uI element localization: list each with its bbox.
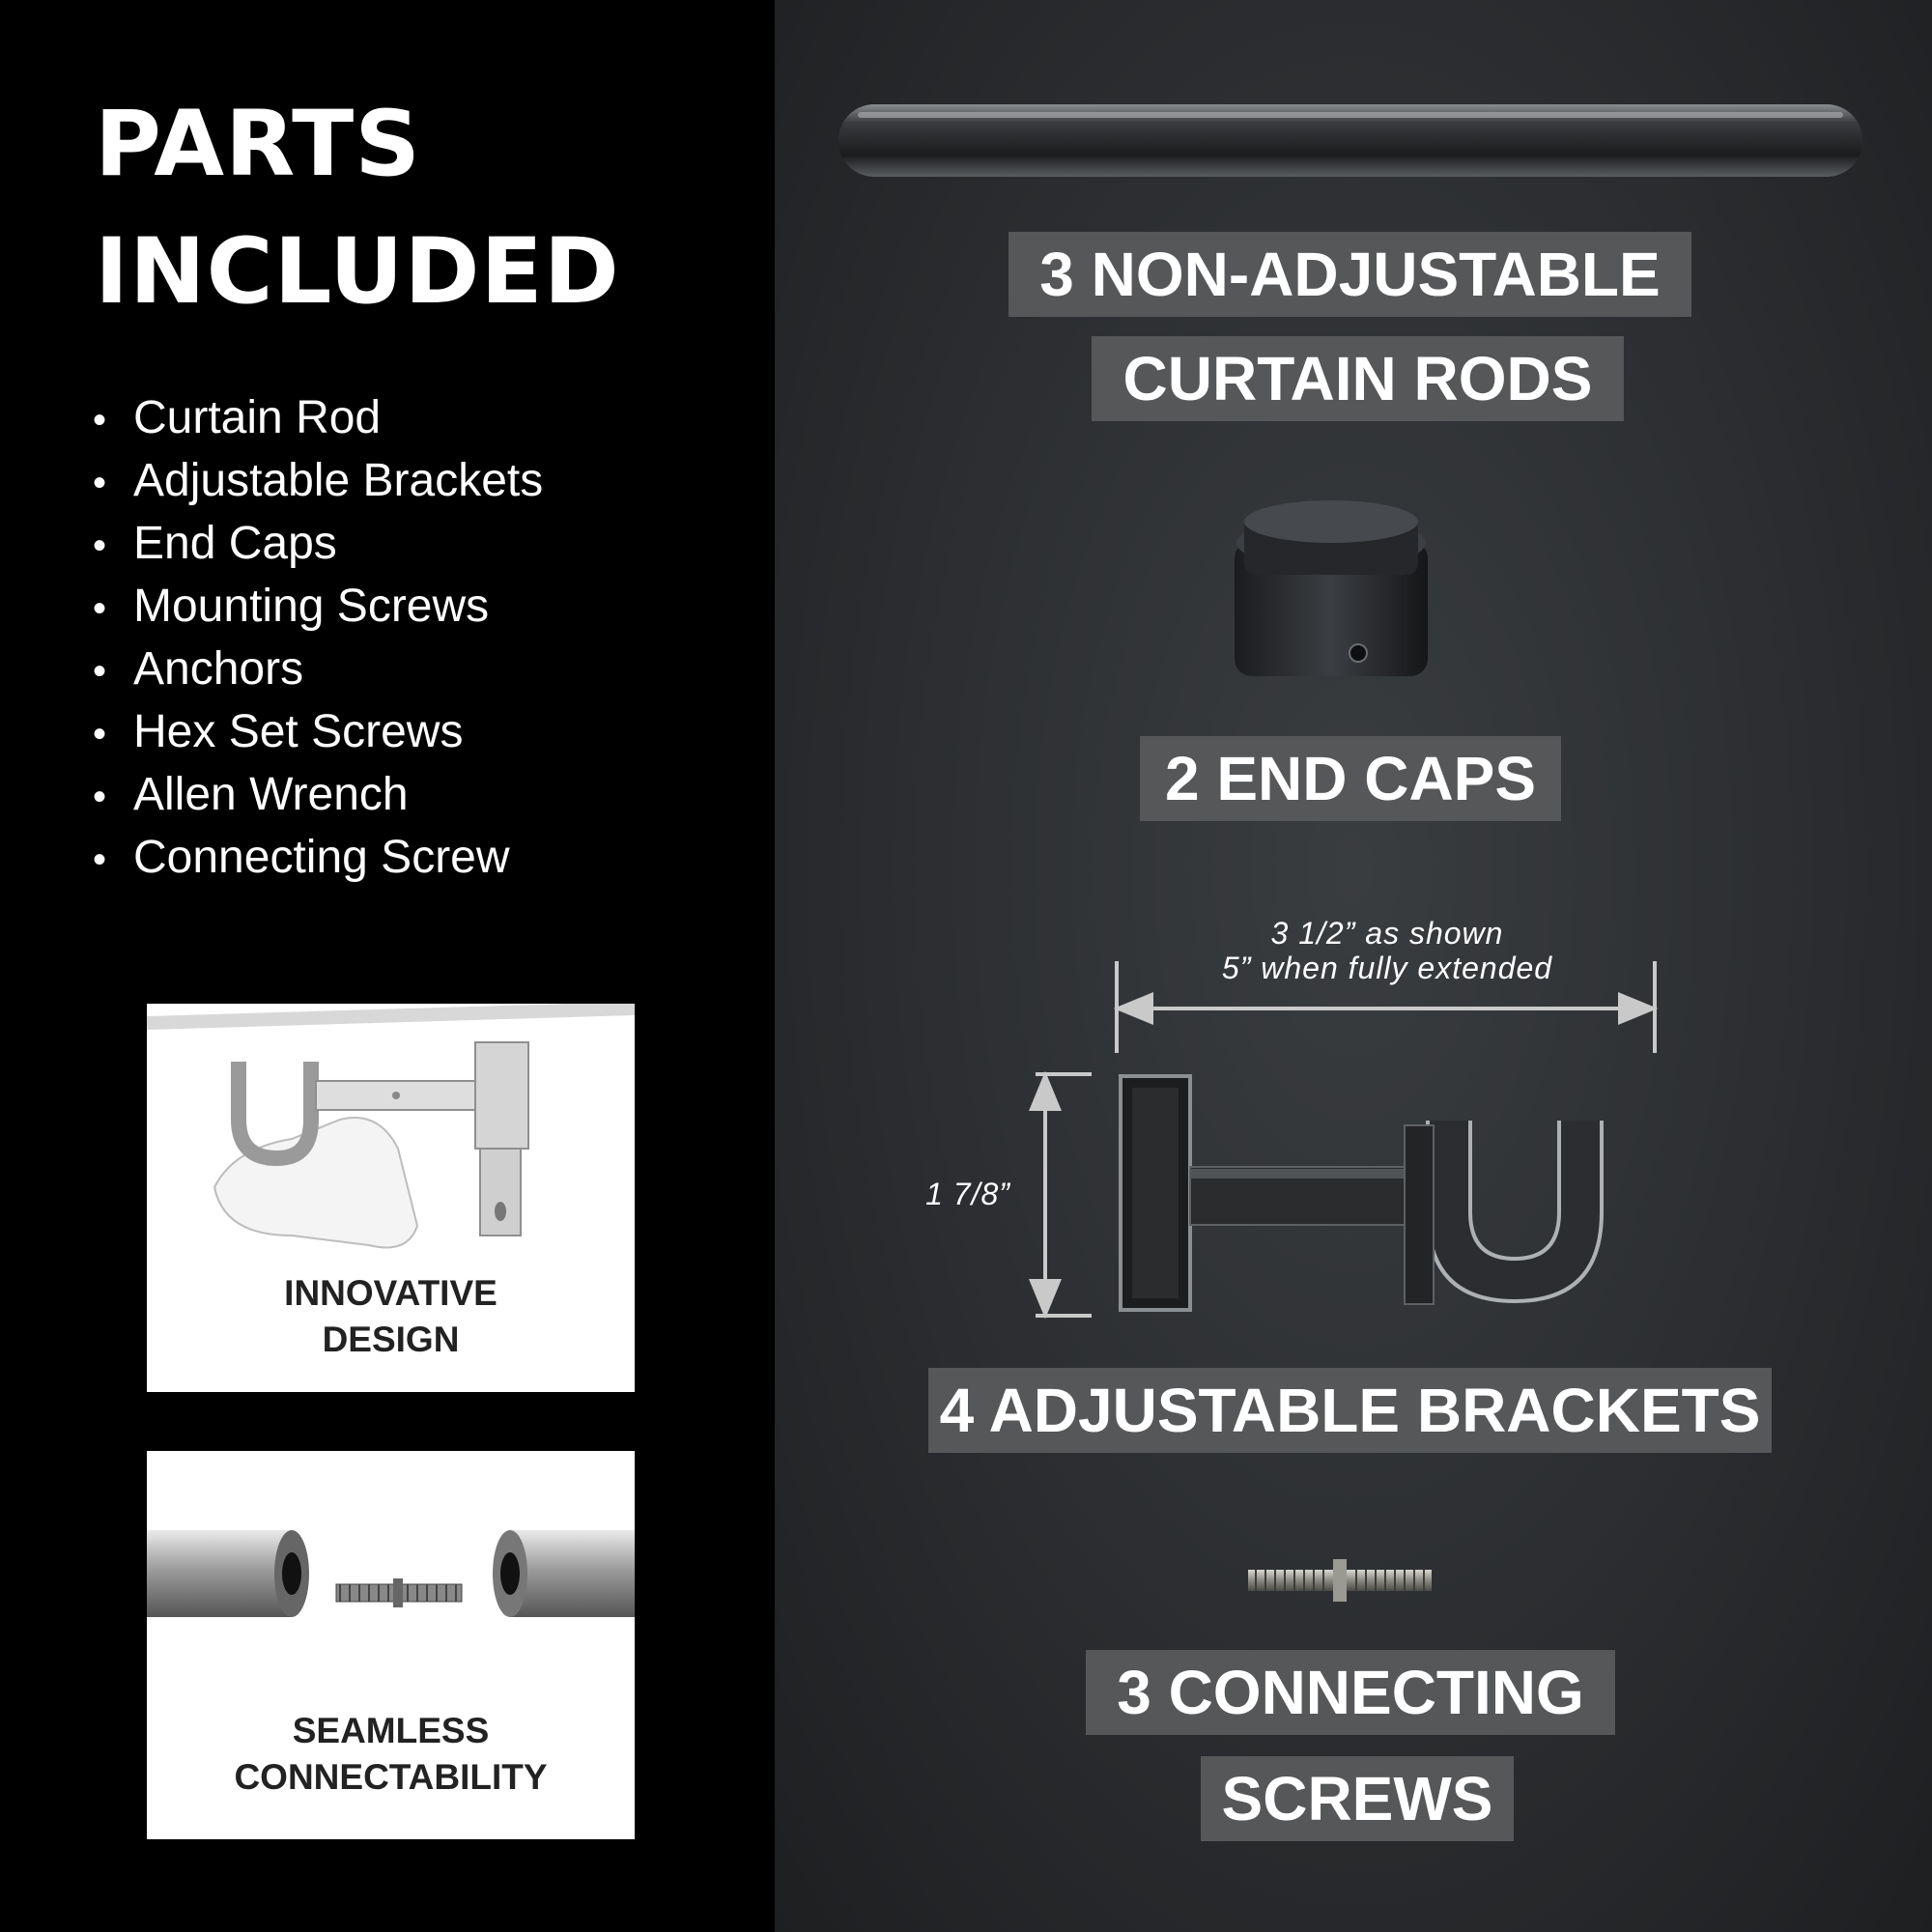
list-item: • Anchors	[93, 638, 543, 700]
seamless-line1: SEAMLESS	[292, 1711, 490, 1750]
height-dimension: 1 7/8”	[925, 1177, 1010, 1211]
innovative-design-line1: INNOVATIVE	[284, 1273, 497, 1313]
end-cap-image	[1235, 500, 1428, 676]
height-dimension-arrow	[1032, 1074, 1092, 1316]
width-dimension-line1: 3 1/2” as shown	[1270, 916, 1504, 951]
width-dimension-line2: 5” when fully extended	[1221, 951, 1553, 985]
curtain-rod-image	[838, 104, 1862, 177]
brackets-label: 4 ADJUSTABLE BRACKETS	[928, 1368, 1772, 1453]
seamless-line2: CONNECTABILITY	[234, 1757, 548, 1797]
list-item: • Adjustable Brackets	[93, 449, 543, 512]
endcaps-label: 2 END CAPS	[1140, 736, 1561, 821]
parts-list	[93, 386, 543, 889]
title-line-1: PARTS	[95, 92, 421, 197]
innovative-design-line2: DESIGN	[322, 1320, 460, 1359]
list-item: • Hex Set Screws	[93, 700, 543, 763]
rods-label-line2: CURTAIN RODS	[1092, 336, 1624, 421]
list-item: • Mounting Screws	[93, 575, 543, 638]
list-item: • Connecting Screw	[93, 826, 543, 889]
innovative-design-card	[147, 1004, 635, 1392]
screws-label-line1: 3 CONNECTING	[1086, 1650, 1615, 1735]
left-panel	[0, 0, 775, 1932]
seamless-connectability-card	[147, 1451, 635, 1839]
adjustable-bracket-image	[1121, 1076, 1602, 1310]
screws-label-line2: SCREWS	[1201, 1756, 1514, 1841]
title-line-2: INCLUDED	[95, 219, 620, 325]
list-item: • End Caps	[93, 512, 543, 575]
right-panel	[775, 0, 1932, 1932]
list-item: • Curtain Rod	[93, 386, 543, 449]
list-item: • Allen Wrench	[93, 763, 543, 826]
rods-label-line1: 3 NON-ADJUSTABLE	[1009, 232, 1691, 317]
connecting-screw-image	[1248, 1559, 1432, 1602]
